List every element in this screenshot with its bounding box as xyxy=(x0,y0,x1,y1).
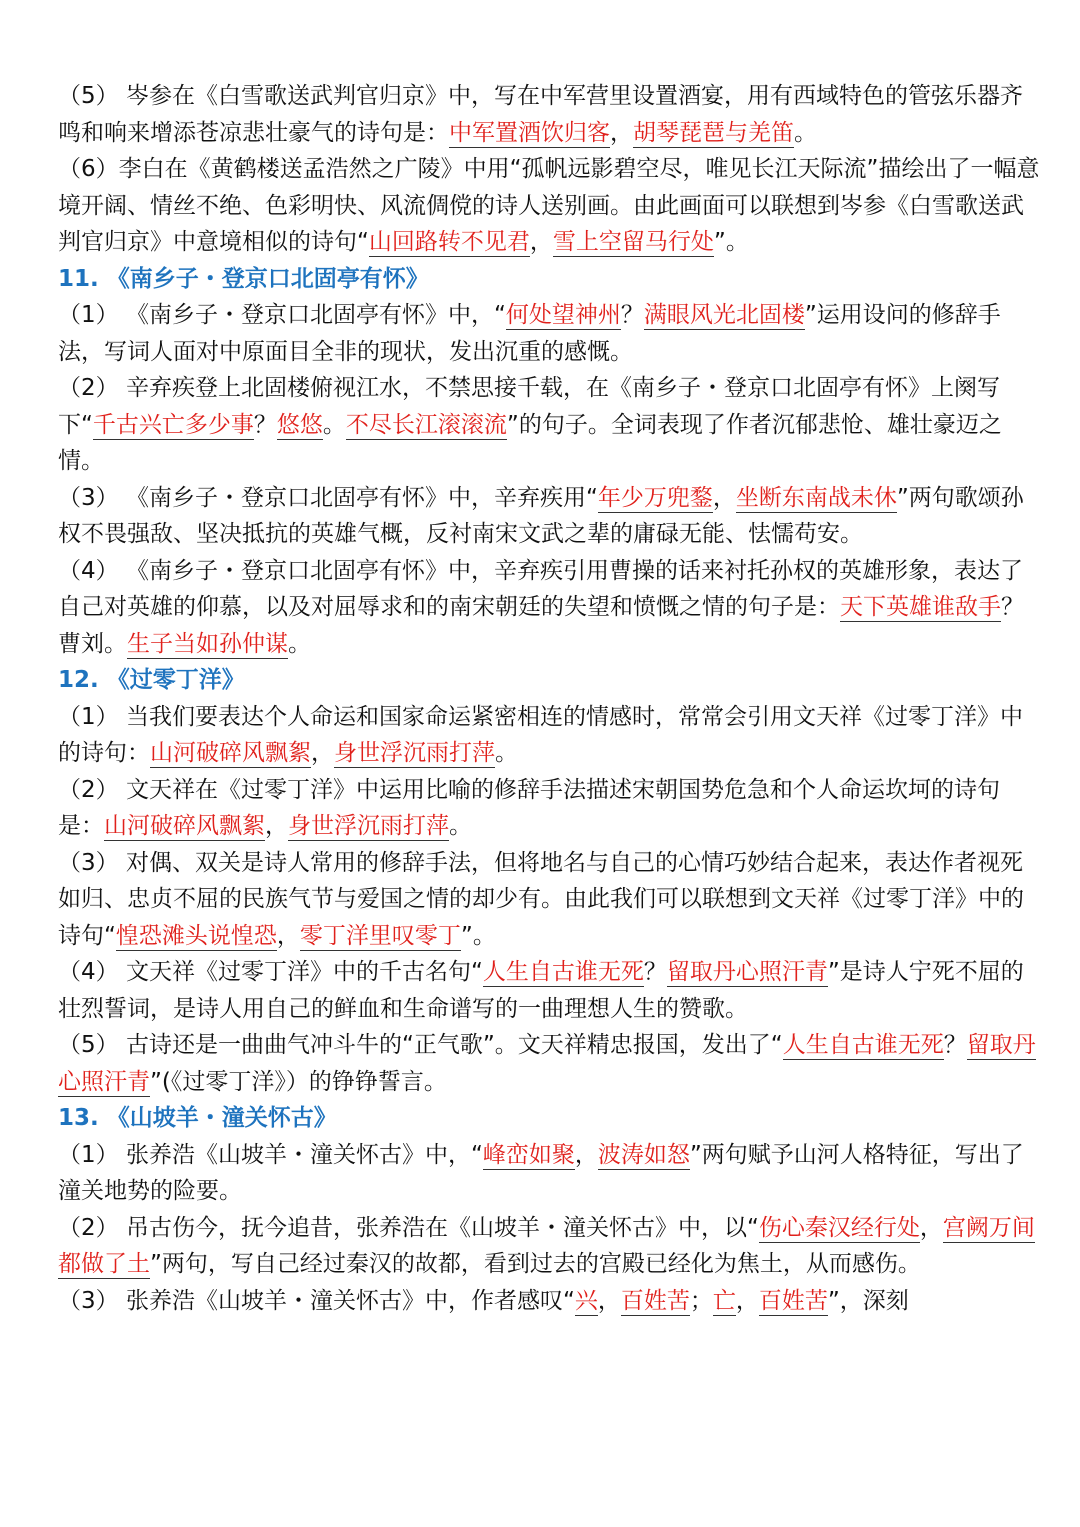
text-run: ？曹刘。 xyxy=(58,594,1024,657)
answer-text: 千古兴亡多少事 xyxy=(92,411,254,438)
answer-text: 生子当如孙仲谋 xyxy=(127,630,288,657)
answer-text: 胡琴琵琶与羌笛 xyxy=(633,119,794,146)
text-run: ， xyxy=(276,922,300,949)
answer-text: 坐断东南战未休 xyxy=(735,484,897,511)
text-run: （5） 古诗还是一曲曲气冲斗牛的“正气歌”。文天祥精忠报国，发出了“ xyxy=(58,1032,783,1058)
text-run: （3） 张养浩《山坡羊・潼关怀古》中，作者感叹“ xyxy=(58,1287,575,1314)
text-run: ， xyxy=(529,229,553,255)
question-paragraph xyxy=(58,1137,1042,1210)
text-run: ， xyxy=(574,1141,598,1168)
text-run: ？ xyxy=(620,302,644,328)
answer-text: 中军置酒饮归客 xyxy=(449,119,610,146)
answer-text: 零丁洋里叹零丁 xyxy=(299,922,461,949)
question-paragraph xyxy=(58,699,1042,772)
answer-text: 惶恐滩头说惶恐 xyxy=(115,922,277,949)
text-run: ”两句赋予山河人格特征，写出了潼关地势的险要。 xyxy=(58,1141,1024,1204)
text-run: ， xyxy=(597,1287,621,1314)
text-run: （1） 张养浩《山坡羊・潼关怀古》中，“ xyxy=(58,1141,483,1168)
answer-text: 百姓苦 xyxy=(620,1287,690,1314)
text-run: （5） 岑参在《白雪歌送武判官归京》中，写在中军营里设置酒宴，用有西域特色的管弦乐器齐鸣和响来增添苍凉悲壮豪气的诗句是： xyxy=(58,83,1023,146)
text-run: ， xyxy=(919,1214,943,1241)
text-run: （2） 辛弃疾登上北固楼俯视江水，不禁思接千载，在《南乡子・登京口北固亭有怀》上阕写下“ xyxy=(58,375,1000,438)
answer-text: 兴 xyxy=(574,1287,598,1314)
question-paragraph xyxy=(58,370,1042,480)
text-run: 。 xyxy=(495,740,518,766)
answer-text: 山回路转不见君 xyxy=(368,229,530,255)
text-run: ”的句子。全词表现了作者沉郁悲怆、雄壮豪迈之情。 xyxy=(58,411,1002,474)
text-run: ”(《过零丁洋》）的铮铮誓言。 xyxy=(150,1068,447,1095)
answer-text: 人生自古谁无死 xyxy=(482,959,644,985)
text-run: （4） 《南乡子・登京口北固亭有怀》中，辛弃疾引用曹操的话来衬托孙权的英雄形象，表达了自己对英雄的仰慕，以及对屈辱求和的南宋朝廷的失望和愤慨之情的句子是： xyxy=(58,557,1023,620)
text-run: （2） 文天祥在《过零丁洋》中运用比喻的修辞手法描述宋朝国势危急和个人命运坎坷的诗句是： xyxy=(58,776,1000,839)
section-heading xyxy=(58,1100,1042,1137)
text-run: ”两句歌颂孙权不畏强敌、坚决抵抗的英雄气概，反衬南宋文武之辈的庸碌无能、怯懦苟安。 xyxy=(58,484,1024,547)
text-run: （6）李白在《黄鹤楼送孟浩然之广陵》中用“孤帆远影碧空尽，唯见长江天际流”描绘出了一幅意境开阔、情丝不绝、色彩明快、风流倜傥的诗人送别画。由此画面可以联想到岑参《白雪歌送武判官归京》中意境相似的诗句“ xyxy=(58,156,1040,255)
answer-text: 身世浮沉雨打萍 xyxy=(288,813,449,839)
answer-text: 何处望神州 xyxy=(505,302,621,328)
text-run: （4） 文天祥《过零丁洋》中的千古名句“ xyxy=(58,959,483,985)
text-run: ”是诗人宁死不屈的壮烈誓词，是诗人用自己的鲜血和生命谱写的一曲理想人生的赞歌。 xyxy=(58,959,1024,1022)
question-paragraph xyxy=(58,1283,1042,1320)
text-run: 。 xyxy=(322,411,346,438)
text-run: ”运用设问的修辞手法，写词人面对中原面目全非的现状，发出沉重的感慨。 xyxy=(58,302,1001,365)
question-paragraph xyxy=(58,1027,1042,1100)
text-run: （1） 《南乡子・登京口北固亭有怀》中，“ xyxy=(58,302,506,328)
answer-text: 留取丹心照汗青 xyxy=(666,959,828,985)
answer-text: 不尽长江滚滚流 xyxy=(345,411,507,438)
text-run: （1） 当我们要表达个人命运和国家命运紧密相连的情感时，常常会引用文天祥《过零丁洋》中的诗句： xyxy=(58,703,1023,766)
text-run: ， xyxy=(735,1287,759,1314)
text-run: ， xyxy=(712,484,736,511)
text-run: ， xyxy=(610,119,633,146)
question-paragraph xyxy=(58,78,1042,151)
answer-text: 身世浮沉雨打萍 xyxy=(334,740,495,766)
text-run: 。 xyxy=(794,119,817,146)
answer-text: 宫阙万间都做了土 xyxy=(58,1214,1035,1277)
answer-text: 山河破碎风飘絮 xyxy=(104,813,265,839)
question-paragraph xyxy=(58,151,1042,261)
question-paragraph xyxy=(58,553,1042,663)
answer-text: 伤心秦汉经行处 xyxy=(758,1214,920,1241)
text-run: ， xyxy=(265,813,288,839)
text-run: 13. 《山坡羊・潼关怀古》 xyxy=(58,1105,337,1131)
answer-text: 留取丹心照汗青 xyxy=(58,1032,1036,1095)
question-paragraph xyxy=(58,845,1042,955)
text-run: 。 xyxy=(288,630,311,657)
answer-text: 波涛如怒 xyxy=(597,1141,690,1168)
text-run: ？ xyxy=(643,959,667,985)
text-run: ”，深刻 xyxy=(827,1287,909,1314)
text-run: ”两句，写自己经过秦汉的故都，看到过去的宫殿已经化为焦土，从而感伤。 xyxy=(150,1251,921,1277)
section-heading xyxy=(58,261,1042,298)
answer-text: 满眼风光北固楼 xyxy=(643,302,805,328)
text-run: （3） 对偶、双关是诗人常用的修辞手法，但将地名与自己的心情巧妙结合起来，表达作者视死如归、忠贞不屈的民族气节与爱国之情的却少有。由此我们可以联想到文天祥《过零丁洋》中的诗句“ xyxy=(58,849,1024,949)
text-run: ？ xyxy=(943,1032,967,1058)
answer-text: 峰峦如聚 xyxy=(482,1141,575,1168)
question-paragraph xyxy=(58,297,1042,370)
text-run: 。 xyxy=(449,813,472,839)
text-run: 12. 《过零丁洋》 xyxy=(58,667,245,693)
answer-text: 天下英雄谁敌手 xyxy=(840,594,1001,620)
text-run: ； xyxy=(689,1287,713,1314)
answer-text: 百姓苦 xyxy=(758,1287,828,1314)
text-run: ， xyxy=(311,740,334,766)
answer-text: 年少万兜鍪 xyxy=(597,484,713,511)
question-paragraph xyxy=(58,480,1042,553)
section-heading xyxy=(58,662,1042,699)
text-run: ”。 xyxy=(460,922,496,949)
text-run: （2） 吊古伤今，抚今追昔，张养浩在《山坡羊・潼关怀古》中，以“ xyxy=(58,1214,759,1241)
question-paragraph xyxy=(58,1210,1042,1283)
answer-text: 亡 xyxy=(712,1287,736,1314)
question-paragraph xyxy=(58,954,1042,1027)
text-run: ”。 xyxy=(713,229,749,255)
question-paragraph xyxy=(58,772,1042,845)
text-run: 11. 《南乡子・登京口北固亭有怀》 xyxy=(58,265,429,292)
answer-text: 雪上空留马行处 xyxy=(552,229,714,255)
answer-text: 悠悠 xyxy=(276,411,323,438)
answer-text: 人生自古谁无死 xyxy=(782,1032,944,1058)
text-run: （3） 《南乡子・登京口北固亭有怀》中，辛弃疾用“ xyxy=(58,484,598,511)
answer-text: 山河破碎风飘絮 xyxy=(150,740,311,766)
text-run: ？ xyxy=(253,411,277,438)
